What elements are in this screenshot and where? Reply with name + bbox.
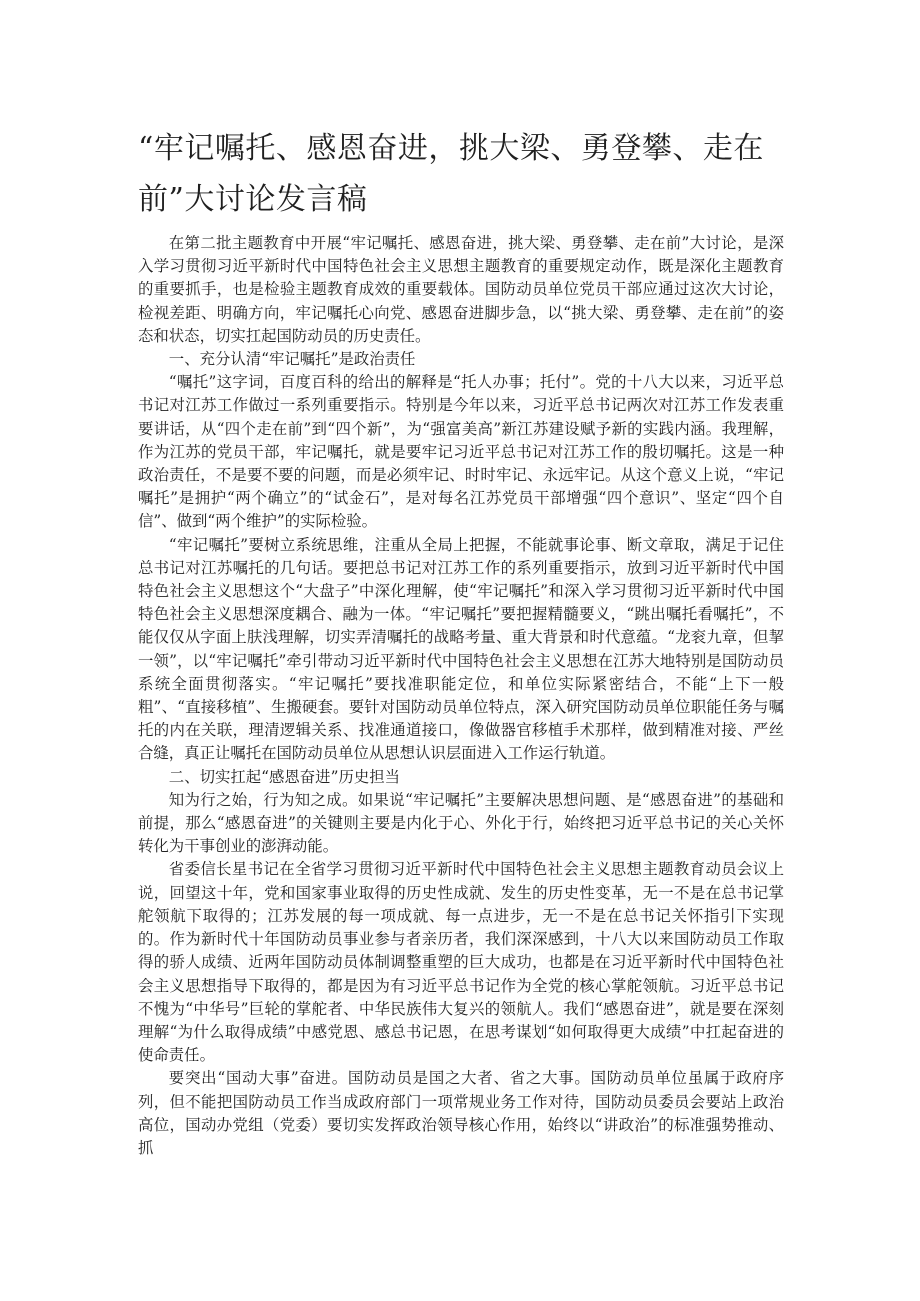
document-body (138, 232, 784, 1160)
paragraph: 要突出“国动大事”奋进。国防动员是国之大者、省之大事。国防动员单位虽属于政府序列，但不能把国防动员工作当成政府部门一项常规业务工作对待，国防动员委员会要站上政治高位，国动办党组（党委）要切实发挥政治领导核心作用，始终以“讲政治”的标准强势推动、抓 (138, 1069, 784, 1157)
document-title: “牢记嘱托、感恩奋进，挑大梁、勇登攀、走在前”大讨论发言稿 (138, 131, 764, 217)
section-heading-1: 一、充分认清“牢记嘱托”是政治责任 (168, 350, 416, 369)
section-heading-2: 二、切实扛起“感恩奋进”历史担当 (168, 767, 401, 786)
paragraph: “牢记嘱托”要树立系统思维，注重从全局上把握，不能就事论事、断文章取，满足于记住总书记对江苏嘱托的几句话。要把总书记对江苏工作的系列重要指示，放到习近平新时代中国特色社会主义思想这个“大盘子”中深化理解，使“牢记嘱托”和深入学习贯彻习近平新时代中国特色社会主义思想深度耦合、融为一体。“牢记嘱托”要把握精髓要义，“跳出嘱托看嘱托”，不能仅仅从字面上肤浅理解，切实弄清嘱托的战略考量、重大背景和时代意蕴。“龙衮九章，但挈一领”，以“牢记嘱托”牵引带动习近平新时代中国特色社会主义思想在江苏大地特别是国防动员系统全面贯彻落实。“牢记嘱托”要找准职能定位，和单位实际紧密结合，不能“上下一般粗”、“直接移植”、生搬硬套。要针对国防动员单位特点，深入研究国防动员单位职能任务与嘱托的内在关联，理清逻辑关系、找准通道接口，像做器官移植手术那样，做到精准对接、严丝合缝，真正让嘱托在国防动员单位从思想认识层面进入工作运行轨道。 (138, 535, 784, 763)
paragraph-intro: 在第二批主题教育中开展“牢记嘱托、感恩奋进，挑大梁、勇登攀、走在前”大讨论，是深入学习贯彻习近平新时代中国特色社会主义思想主题教育的重要规定动作，既是深化主题教育的重要抓手，也是检验主题教育成效的重要载体。国防动员单位党员干部应通过这次大讨论，检视差距、明确方向，牢记嘱托心向党、感恩奋进脚步急，以“挑大梁、勇登攀、走在前”的姿态和状态，切实扛起国防动员的历史责任。 (138, 234, 784, 345)
paragraph: 知为行之始，行为知之成。如果说“牢记嘱托”主要解决思想问题、是“感恩奋进”的基础和前提，那么“感恩奋进”的关键则主要是内化于心、外化于行，始终把习近平总书记的关心关怀转化为干事创业的澎湃动能。 (138, 790, 784, 856)
paragraph: “嘱托”这字词，百度百科的给出的解释是“托人办事；托付”。党的十八大以来，习近平总书记对江苏工作做过一系列重要指示。特别是今年以来，习近平总书记两次对江苏工作发表重要讲话，从“四个走在前”到“四个新”，为“强富美高”新江苏建设赋予新的实践内涵。我理解，作为江苏的党员干部，牢记嘱托，就是要牢记习近平总书记对江苏工作的殷切嘱托。这是一种政治责任，不是要不要的问题，而是必须牢记、时时牢记、永远牢记。从这个意义上说，“牢记嘱托”是拥护“两个确立”的“试金石”，是对每名江苏党员干部增强“四个意识”、坚定“四个自信”、做到“两个维护”的实际检验。 (138, 373, 784, 531)
paragraph: 省委信长星书记在全省学习贯彻习近平新时代中国特色社会主义思想主题教育动员会议上说，回望这十年，党和国家事业取得的历史性成就、发生的历史性变革，无一不是在总书记掌舵领航下取得的；江苏发展的每一项成就、每一点进步，无一不是在总书记关怀指引下实现的。作为新时代十年国防动员事业参与者亲历者，我们深深感到，十八大以来国防动员工作取得的骄人成绩、近两年国防动员体制调整重塑的巨大成功，也都是在习近平新时代中国特色社会主义思想指导下取得的，都是因为有习近平总书记作为全党的核心掌舵领航。习近平总书记不愧为“中华号”巨轮的掌舵者、中华民族伟大复兴的领航人。我们“感恩奋进”，就是要在深刻理解“为什么取得成绩”中感党恩、感总书记恩，在思考谋划“如何取得更大成绩”中扛起奋进的使命责任。 (138, 860, 784, 1065)
